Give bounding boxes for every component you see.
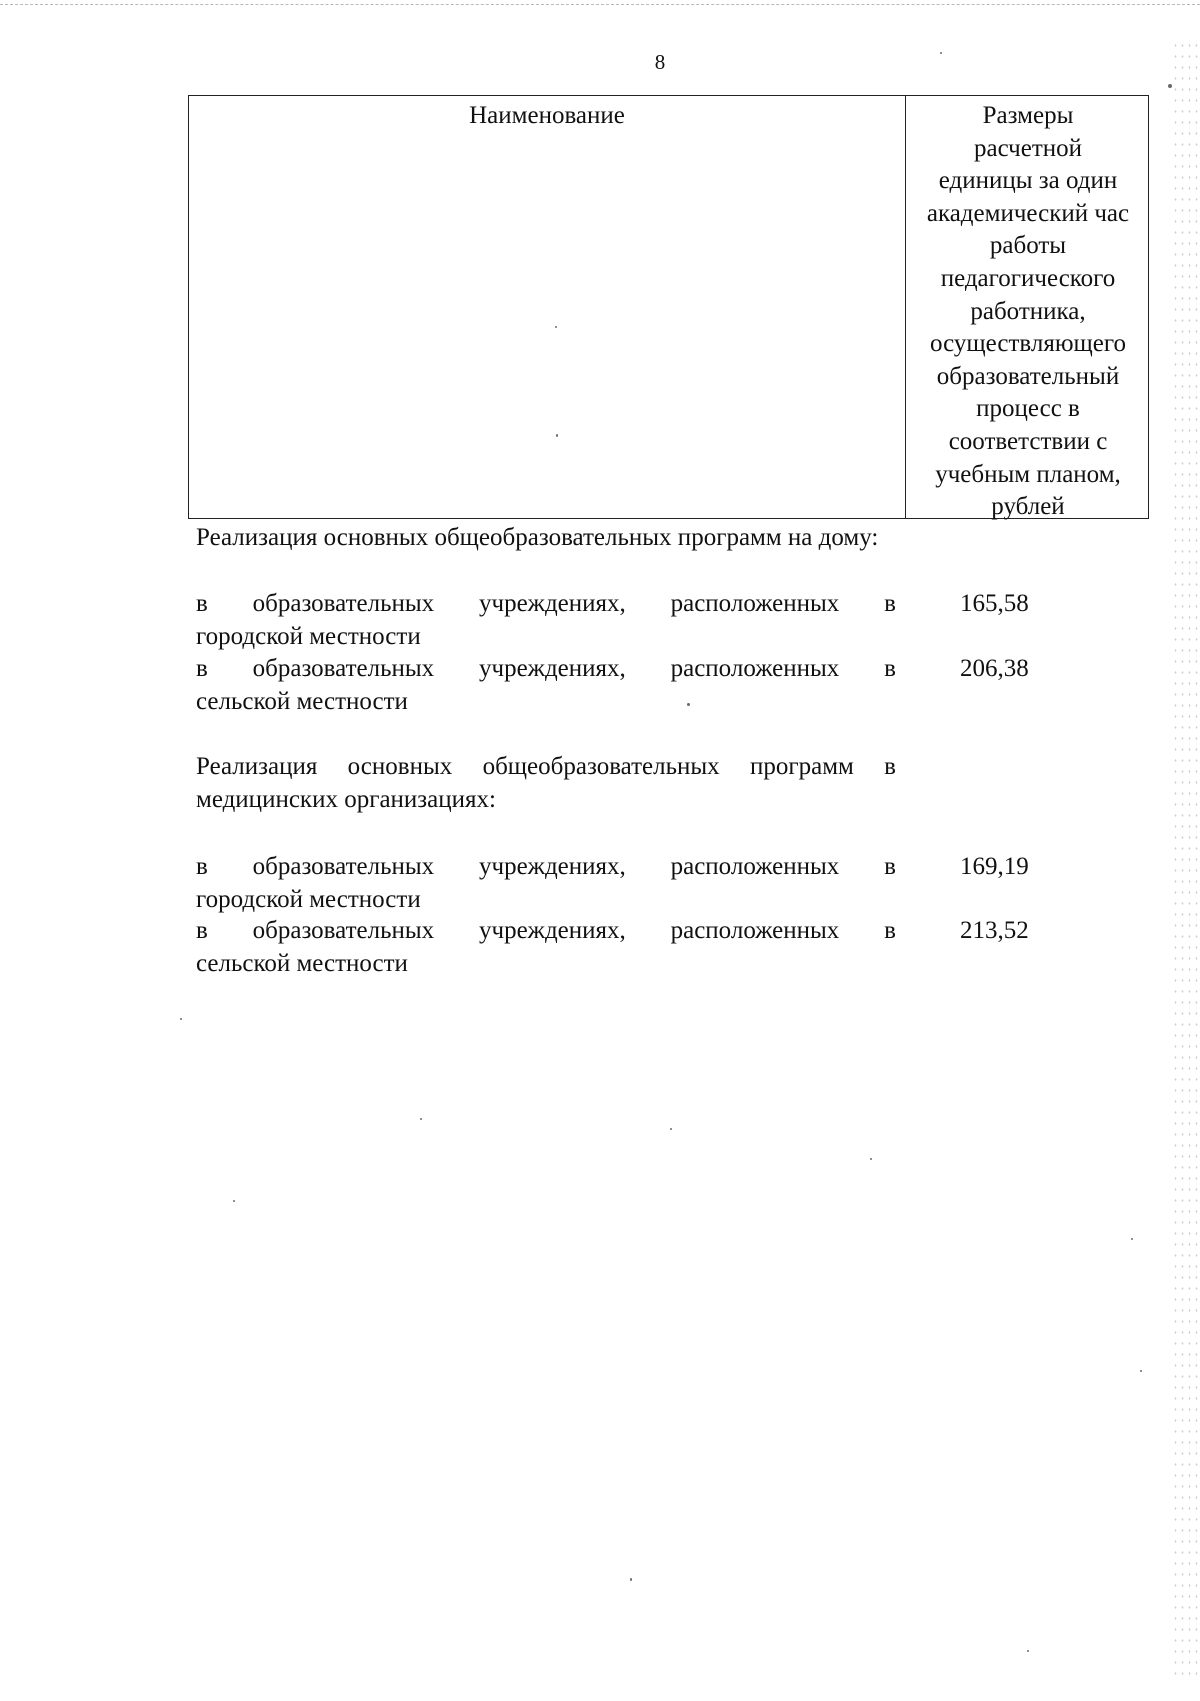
row-location: сельской местности: [196, 949, 408, 977]
scan-speck: [1140, 1370, 1142, 1372]
row-word: учреждениях,: [479, 853, 626, 880]
column-header-size-line: Размеры: [982, 102, 1074, 129]
table-row: [196, 588, 896, 653]
column-header-size-line: академический час: [926, 199, 1130, 227]
column-header-size-line: работника,: [970, 297, 1086, 325]
table-row: [196, 915, 896, 980]
scan-speck: [180, 1018, 182, 1020]
column-header-size-line: работы: [989, 232, 1067, 260]
row-word: в: [884, 917, 896, 944]
row-word: в: [196, 655, 208, 682]
row-word: в: [884, 853, 896, 880]
row-word: учреждениях,: [479, 917, 626, 944]
scan-speck: [940, 52, 942, 54]
row-value: 165,58: [960, 590, 1029, 617]
column-header-size-line: соответствии с: [948, 427, 1108, 455]
row-word: в: [884, 590, 896, 617]
scan-edge-line: [0, 4, 1200, 5]
section-title-medical: Реализация основных общеобразовательных программ в медицинских организациях:: [196, 753, 896, 813]
scan-speck: [1168, 84, 1172, 88]
column-header-size-line: учебным планом,: [935, 460, 1121, 488]
row-word: образовательных: [252, 853, 435, 880]
row-location: городской местности: [196, 885, 421, 913]
column-header-size-line: образовательный: [936, 362, 1120, 390]
column-header-size-line: педагогического: [940, 264, 1116, 292]
column-header-size-line: единицы за один: [938, 167, 1118, 195]
scan-speck: [420, 1118, 422, 1120]
scan-edge-noise: [1172, 40, 1200, 1680]
scan-speck: [630, 1578, 632, 1581]
scan-speck: [555, 326, 557, 328]
column-header-size-line: процесс в: [976, 395, 1080, 423]
table-header: [188, 95, 1149, 519]
row-word: образовательных: [252, 655, 435, 682]
scan-speck: [670, 1128, 672, 1130]
row-word: в: [196, 917, 208, 944]
row-line-justified: [196, 588, 896, 621]
scan-speck: [870, 1158, 872, 1160]
row-word: в: [196, 853, 208, 880]
column-header-size-line: осуществляющего: [930, 330, 1126, 358]
row-value: 213,52: [960, 917, 1029, 944]
row-word: образовательных: [252, 590, 435, 617]
row-line-justified: [196, 851, 896, 884]
row-word: расположенных: [670, 853, 840, 880]
row-value: 169,19: [960, 853, 1029, 880]
row-word: расположенных: [670, 590, 840, 617]
scan-speck: [687, 703, 690, 706]
row-line-justified: [196, 653, 896, 686]
row-word: расположенных: [670, 917, 840, 944]
column-header-name: Наименование: [469, 102, 625, 129]
page-number: 8: [654, 50, 666, 74]
row-word: расположенных: [670, 655, 840, 682]
row-location: городской местности: [196, 622, 421, 650]
row-value: 206,38: [960, 655, 1029, 682]
row-word: учреждениях,: [479, 590, 626, 617]
row-word: образовательных: [252, 917, 435, 944]
scan-speck: [1027, 1650, 1029, 1652]
table-row: [196, 851, 896, 916]
section-title-home: Реализация основных общеобразовательных программ на дому:: [196, 524, 879, 551]
column-header-size: [907, 100, 1149, 524]
row-line-justified: [196, 915, 896, 948]
column-divider: [905, 96, 906, 518]
row-word: в: [196, 590, 208, 617]
scan-speck: [233, 1200, 235, 1202]
scan-speck: [556, 434, 558, 437]
row-word: учреждениях,: [479, 655, 626, 682]
column-header-size-line: расчетной: [973, 134, 1083, 162]
table-row: [196, 653, 896, 718]
column-header-size-line: рублей: [991, 493, 1065, 521]
scan-speck: [1131, 1238, 1133, 1240]
row-location: сельской местности: [196, 687, 408, 715]
row-word: в: [884, 655, 896, 682]
